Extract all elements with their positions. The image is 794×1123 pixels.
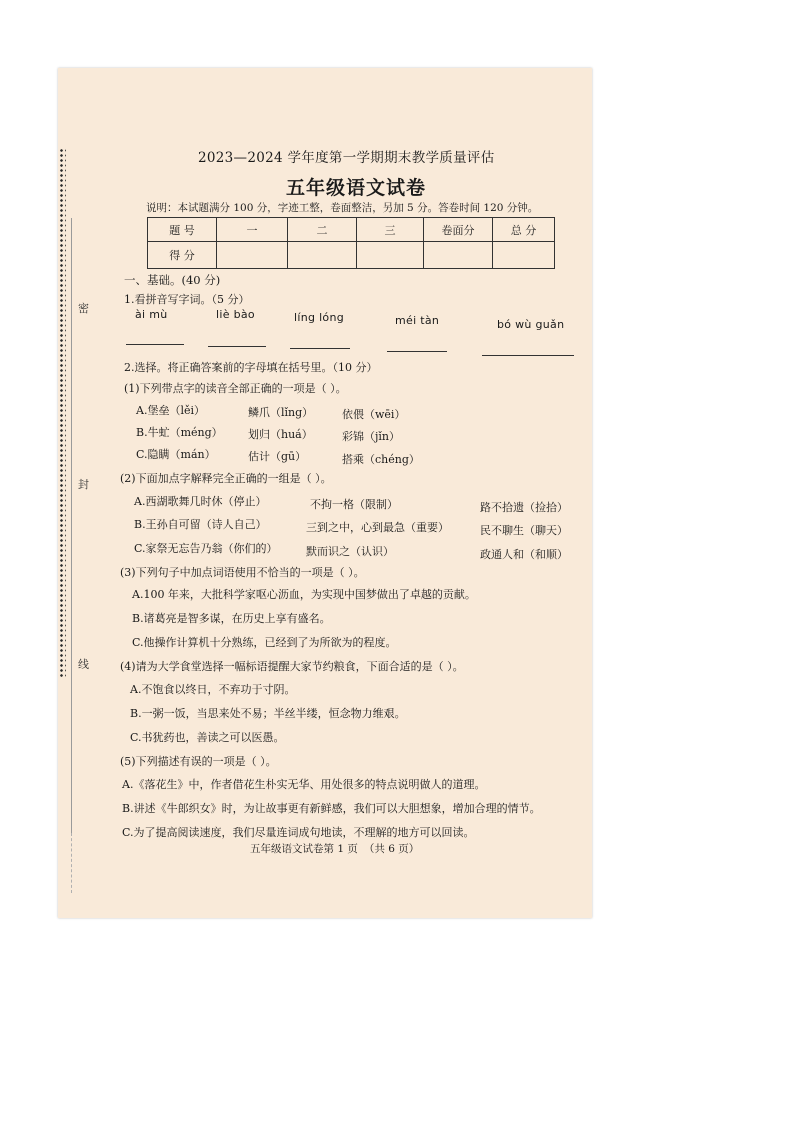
score-table-header-cell: 二 bbox=[288, 218, 357, 242]
option-line: C.书犹药也，善读之可以医愚。 bbox=[130, 731, 285, 744]
option-cell: 彩锦（jǐn） bbox=[342, 430, 401, 443]
option-cell: 估计（gū） bbox=[248, 450, 307, 463]
option-line: B.讲述《牛郎织女》时，为让故事更有新鲜感，我们可以大胆想象，增加合理的情节。 bbox=[122, 802, 541, 815]
option-cell: 政通人和（和顺） bbox=[480, 548, 568, 561]
answer-blank[interactable] bbox=[387, 351, 447, 352]
question-stem: (2)下面加点字解释完全正确的一组是（ ）。 bbox=[120, 472, 332, 485]
option-cell: B.王孙自可留（诗人自己） bbox=[134, 518, 267, 531]
pinyin-item: ài mù bbox=[135, 308, 168, 321]
exam-page bbox=[58, 68, 592, 918]
pinyin-item: líng lóng bbox=[294, 311, 345, 324]
option-cell: 划归（huá） bbox=[248, 428, 313, 441]
question-1-prompt: 1.看拼音写字词。（5 分） bbox=[124, 293, 250, 306]
option-cell: 搭乘（chéng） bbox=[342, 453, 420, 466]
exam-title-line2: 五年级语文试卷 bbox=[286, 177, 427, 199]
score-cell bbox=[217, 242, 288, 269]
exam-title-line1: 2023—2024 学年度第一学期期末教学质量评估 bbox=[198, 150, 495, 166]
option-cell: 三到之中，心到最急（重要） bbox=[306, 521, 449, 534]
binding-dash bbox=[71, 833, 72, 893]
option-cell: 鳞爪（lǐng） bbox=[248, 406, 314, 419]
option-cell: 路不拾遗（捡拾） bbox=[480, 501, 568, 514]
page-footer bbox=[250, 841, 425, 856]
score-table-header-cell: 三 bbox=[357, 218, 424, 242]
score-table-header-cell: 卷面分 bbox=[424, 218, 493, 242]
score-cell bbox=[493, 242, 555, 269]
question-stem: (3)下列句子中加点词语使用不恰当的一项是（ ）。 bbox=[120, 566, 365, 579]
option-cell: 不拘一格（限制） bbox=[310, 498, 398, 511]
binding-line bbox=[71, 218, 72, 833]
score-cell bbox=[357, 242, 424, 269]
option-cell: C.家祭无忘告乃翁（你们的） bbox=[134, 542, 278, 555]
score-table-header-cell: 一 bbox=[217, 218, 288, 242]
option-cell: 默而识之（认识） bbox=[306, 545, 394, 558]
score-row-label: 得 分 bbox=[148, 242, 217, 269]
pinyin-item: méi tàn bbox=[395, 314, 440, 327]
answer-blank[interactable] bbox=[126, 344, 184, 345]
score-cell bbox=[424, 242, 493, 269]
option-line: B.诸葛亮是智多谋，在历史上享有盛名。 bbox=[132, 612, 331, 625]
question-stem: (4)请为大学食堂选择一幅标语提醒大家节约粮食，下面合适的是（ ）。 bbox=[120, 660, 464, 673]
pinyin-item: bó wù guǎn bbox=[497, 318, 565, 331]
option-cell: B.牛虻（méng） bbox=[136, 426, 223, 439]
score-table-header-cell: 题 号 bbox=[148, 218, 217, 242]
seal-char-xian: 线 bbox=[78, 658, 89, 671]
option-line: C.他操作计算机十分熟练，已经到了为所欲为的程度。 bbox=[132, 636, 397, 649]
page-total-label: （共 6 页） bbox=[363, 843, 420, 855]
pinyin-item: liè bào bbox=[216, 308, 255, 321]
question-2-prompt: 2.选择。将正确答案前的字母填在括号里。（10 分） bbox=[124, 361, 378, 374]
score-cell bbox=[288, 242, 357, 269]
option-line: B.一粥一饭，当思来处不易；半丝半缕，恒念物力维艰。 bbox=[130, 707, 406, 720]
section-heading: 一、基础。(40 分) bbox=[124, 273, 221, 287]
exam-instructions: 说明：本试题满分 100 分，字迹工整，卷面整洁，另加 5 分。答卷时间 120 分钟。 bbox=[146, 202, 539, 214]
option-line: C.为了提高阅读速度，我们尽量连词成句地读，不理解的地方可以回读。 bbox=[122, 826, 475, 839]
answer-blank[interactable] bbox=[290, 348, 350, 349]
answer-blank[interactable] bbox=[208, 346, 266, 347]
option-cell: A.堡垒（lěi） bbox=[136, 404, 205, 417]
score-table bbox=[147, 217, 555, 269]
seal-char-feng: 封 bbox=[78, 478, 89, 491]
option-line: A.《落花生》中，作者借花生朴实无华、用处很多的特点说明做人的道理。 bbox=[122, 778, 486, 791]
option-cell: C.隐瞒（mán） bbox=[136, 448, 216, 461]
seal-char-mi: 密 bbox=[78, 302, 89, 315]
option-cell: A.西湖歌舞几时休（停止） bbox=[134, 495, 267, 508]
question-stem: (5)下列描述有误的一项是（ ）。 bbox=[120, 755, 277, 768]
question-stem: (1)下列带点字的读音全部正确的一项是（ ）。 bbox=[124, 382, 347, 395]
option-cell: 民不聊生（聊天） bbox=[480, 524, 568, 537]
option-line: A.不饱食以终日，不弃功于寸阴。 bbox=[130, 683, 296, 696]
score-table-header-cell: 总 分 bbox=[493, 218, 555, 242]
binding-perforation bbox=[59, 148, 66, 678]
page-number-label: 五年级语文试卷第 1 页 bbox=[250, 843, 358, 855]
option-cell: 依偎（wēi） bbox=[342, 408, 406, 421]
option-line: A.100 年来，大批科学家呕心沥血，为实现中国梦做出了卓越的贡献。 bbox=[132, 588, 476, 601]
answer-blank[interactable] bbox=[482, 355, 574, 356]
